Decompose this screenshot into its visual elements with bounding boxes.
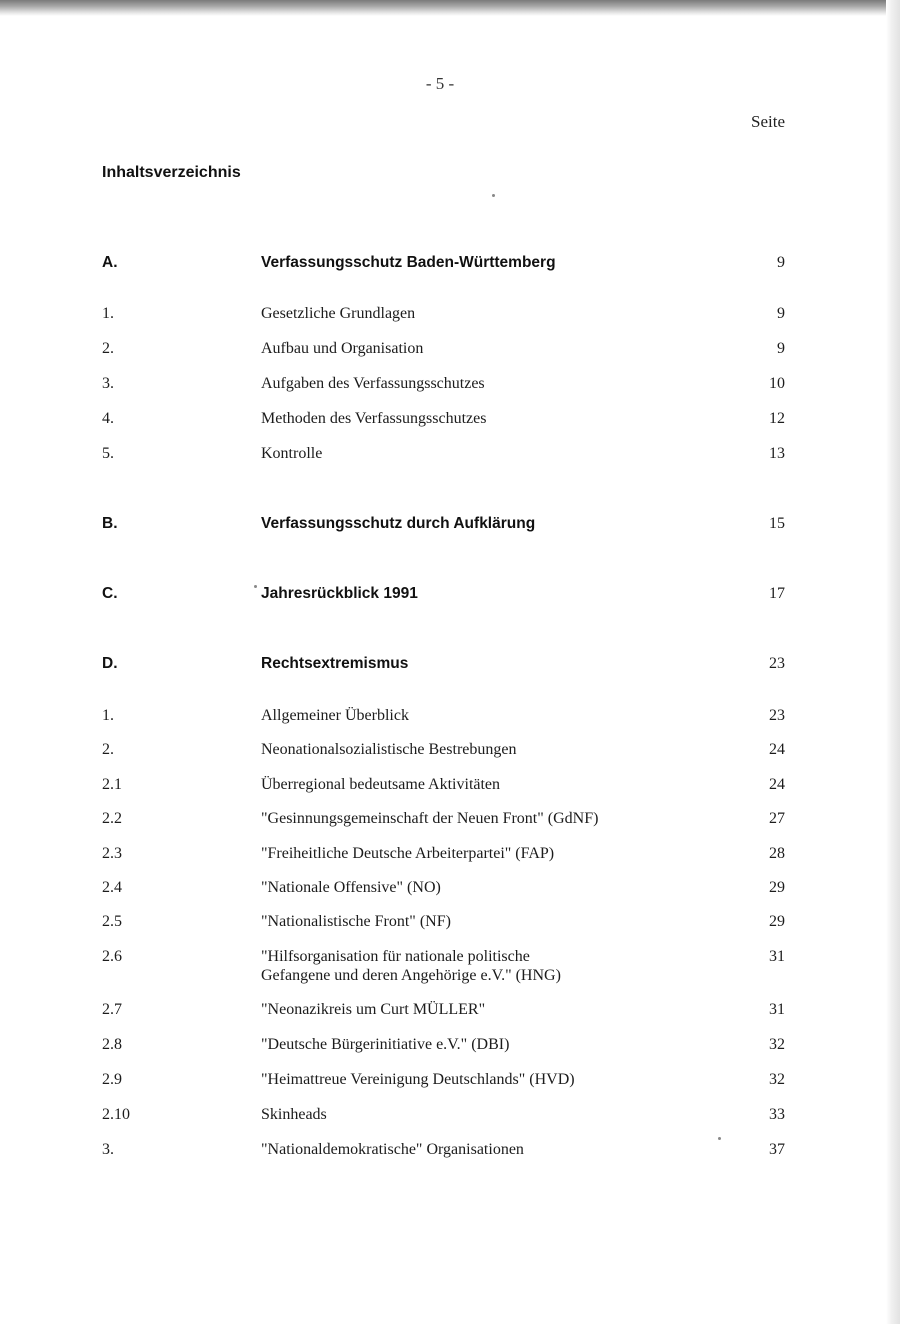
entry-number: 5. (102, 445, 114, 462)
entry-page: 32 (769, 1036, 785, 1053)
entry-title: Überregional bedeutsame Aktivitäten (261, 776, 501, 793)
entry-title: "Heimattreue Vereinigung Deutschlands" (HVD) (261, 1071, 575, 1088)
entry-page: 31 (769, 948, 785, 965)
entry-title: Jahresrückblick 1991 (261, 585, 418, 602)
entry-number: 2.10 (102, 1106, 130, 1123)
entry-title: "Freiheitliche Deutsche Arbeiterpartei" (FAP) (261, 845, 555, 862)
entry-number: A. (102, 254, 118, 271)
entry-page: 15 (769, 515, 785, 532)
entry-title: "Gesinnungsgemeinschaft der Neuen Front" (GdNF) (261, 810, 599, 827)
entry-title: Skinheads (261, 1106, 327, 1123)
scan-speck (492, 194, 495, 197)
entry-page: 28 (769, 845, 785, 862)
entry-title: Kontrolle (261, 445, 323, 462)
entry-number: 2.2 (102, 810, 122, 827)
entry-title: Verfassungsschutz Baden-Württemberg (261, 254, 556, 271)
scan-speck (254, 585, 257, 588)
entry-page: 13 (769, 445, 785, 462)
entry-page: 32 (769, 1071, 785, 1088)
entry-number: 2.5 (102, 913, 122, 930)
entry-title: "Deutsche Bürgerinitiative e.V." (DBI) (261, 1036, 510, 1053)
entry-title: Aufbau und Organisation (261, 340, 424, 357)
entry-title (261, 947, 701, 985)
entry-title: Rechtsextremismus (261, 655, 409, 672)
entry-title: "Nationalistische Front" (NF) (261, 913, 451, 930)
entry-number: 1. (102, 305, 114, 322)
entry-page: 29 (769, 913, 785, 930)
entry-page: 9 (777, 340, 785, 357)
entry-title-line-1: "Hilfsorganisation für nationale politische (261, 948, 530, 965)
page-column-header: Seite (751, 112, 785, 131)
entry-page: 33 (769, 1106, 785, 1123)
entry-page: 29 (769, 879, 785, 896)
entry-title: Aufgaben des Verfassungsschutzes (261, 375, 485, 392)
entry-page: 31 (769, 1001, 785, 1018)
entry-number: 2.9 (102, 1071, 122, 1088)
entry-number: 2. (102, 741, 114, 758)
entry-number: 4. (102, 410, 114, 427)
entry-page: 10 (769, 375, 785, 392)
entry-title: Gesetzliche Grundlagen (261, 305, 416, 322)
entry-number: 2.1 (102, 776, 122, 793)
entry-page: 23 (769, 655, 785, 672)
page-number: - 5 - (425, 74, 455, 93)
entry-page: 37 (769, 1141, 785, 1158)
entry-title: "Nationaldemokratische" Organisationen (261, 1141, 524, 1158)
entry-number: 3. (102, 1141, 114, 1158)
entry-page: 24 (769, 776, 785, 793)
entry-number: 2.3 (102, 845, 122, 862)
entry-page: 17 (769, 585, 785, 602)
entry-number: 1. (102, 707, 114, 724)
scan-speck (718, 1137, 721, 1140)
entry-number: 2.7 (102, 1001, 122, 1018)
entry-page: 12 (769, 410, 785, 427)
entry-number: B. (102, 515, 118, 532)
entry-number: 2.8 (102, 1036, 122, 1053)
entry-title: Allgemeiner Überblick (261, 707, 409, 724)
entry-page: 9 (777, 254, 785, 271)
entry-page: 23 (769, 707, 785, 724)
entry-title: Neonationalsozialistische Bestrebungen (261, 741, 517, 758)
entry-number: C. (102, 585, 118, 602)
entry-page: 24 (769, 741, 785, 758)
entry-number: 2. (102, 340, 114, 357)
scan-shadow-right (886, 0, 900, 1324)
entry-page: 9 (777, 305, 785, 322)
entry-title: "Nationale Offensive" (NO) (261, 879, 441, 896)
entry-page: 27 (769, 810, 785, 827)
entry-title: "Neonazikreis um Curt MÜLLER" (261, 1001, 486, 1018)
entry-number: 3. (102, 375, 114, 392)
entry-title: Verfassungsschutz durch Aufklärung (261, 515, 536, 532)
toc-title: Inhaltsverzeichnis (102, 164, 241, 181)
scan-shadow-top (0, 0, 900, 16)
entry-title-line-2: Gefangene und deren Angehörige e.V." (HNG) (261, 967, 561, 984)
entry-title: Methoden des Verfassungsschutzes (261, 410, 487, 427)
entry-number: 2.6 (102, 948, 122, 965)
entry-number: 2.4 (102, 879, 122, 896)
entry-number: D. (102, 655, 118, 672)
